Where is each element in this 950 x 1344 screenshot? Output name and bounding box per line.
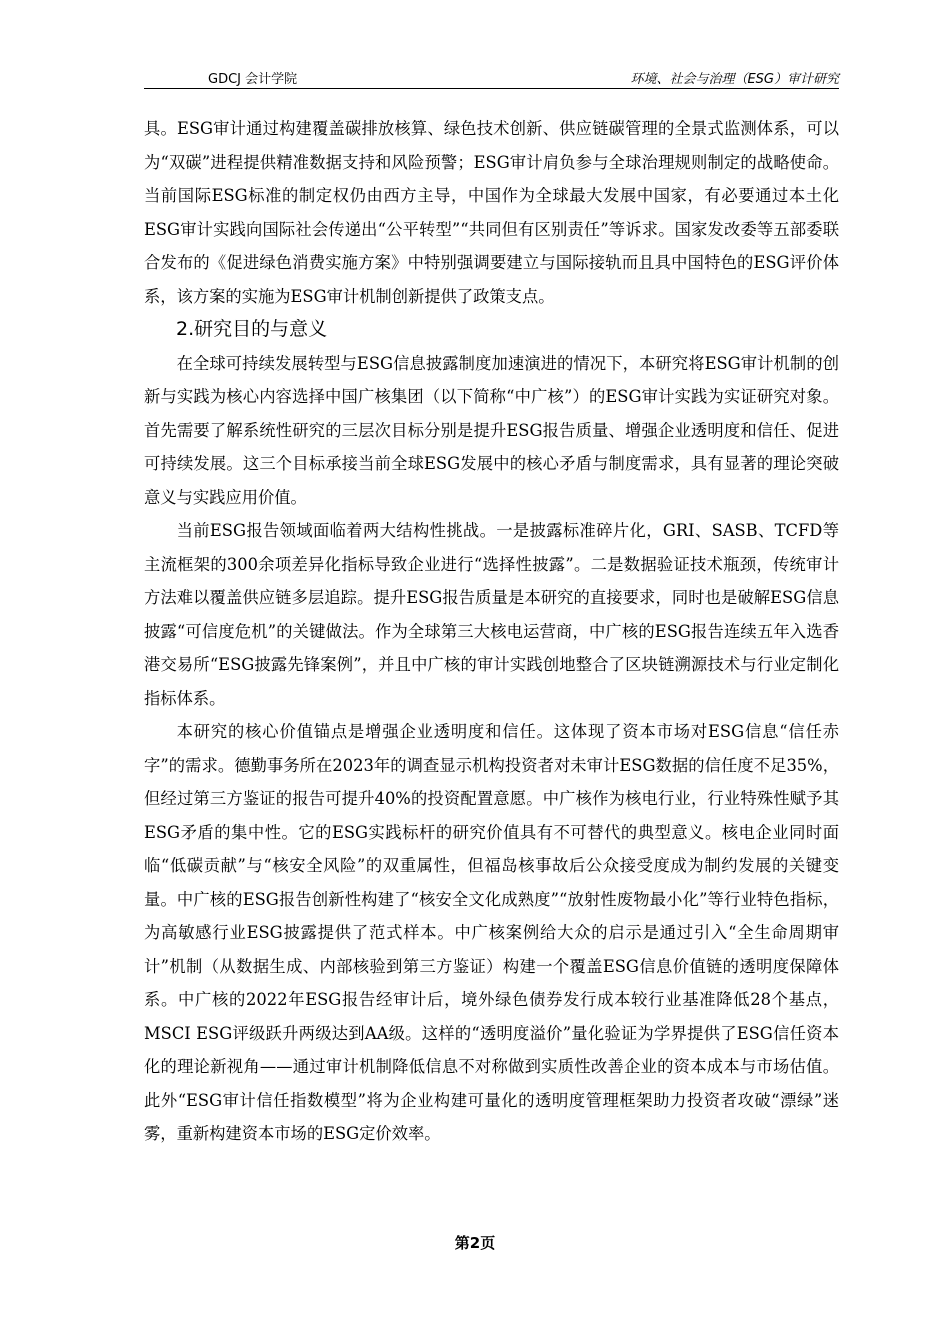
body-text [144,112,839,1151]
header-institution: GDCJ 会计学院 [208,72,298,87]
page-number: 第2页 [454,1234,496,1252]
paragraph-challenges: 当前ESG报告领域面临着两大结构性挑战。一是披露标准碎片化，GRI、SASB、TCFD等主流框架的300余项差异化指标导致企业进行“选择性披露”。二是数据验证技术瓶颈，传统审计方法难以覆盖供应链多层追踪。提升ESG报告质量是本研究的直接要求，同时也是破解ESG信息披露“可信度危机”的关键做法。作为全球第三大核电运营商，中广核的ESG报告连续五年入选香港交易所“ESG披露先锋案例”，并且中广核的审计实践创地整合了区块链溯源技术与行业定制化指标体系。 [144,521,839,708]
header-title: 环境、社会与治理（ESG）审计研究 [630,72,839,87]
paragraph-continued: 具。ESG审计通过构建覆盖碳排放核算、绿色技术创新、供应链碳管理的全景式监测体系，可以为“双碳”进程提供精准数据支持和风险预警；ESG审计肩负参与全球治理规则制定的战略使命。当前国际ESG标准的制定权仍由西方主导，中国作为全球最大发展中国家，有必要通过本土化ESG审计实践向国际社会传递出“公平转型”“共同但有区别责任”等诉求。国家发改委等五部委联合发布的《促进绿色消费实施方案》中特别强调要建立与国际接轨而且具中国特色的ESG评价体系，该方案的实施为ESG审计机制创新提供了政策支点。 [144,119,839,306]
paragraph-core-value: 本研究的核心价值锚点是增强企业透明度和信任。这体现了资本市场对ESG信息“信任赤字”的需求。德勤事务所在2023年的调查显示机构投资者对未审计ESG数据的信任度不足35%，但经过第三方鉴证的报告可提升40%的投资配置意愿。中广核作为核电行业，行业特殊性赋予其ESG矛盾的集中性。它的ESG实践标杆的研究价值具有不可替代的典型意义。核电企业同时面临“低碳贡献”与“核安全风险”的双重属性，但福岛核事故后公众接受度成为制约发展的关键变量。中广核的ESG报告创新性构建了“核安全文化成熟度”“放射性废物最小化”等行业特色指标，为高敏感行业ESG披露提供了范式样本。中广核案例给大众的启示是通过引入“全生命周期审计”机制（从数据生成、内部核验到第三方鉴证）构建一个覆盖ESG信息价值链的透明度保障体系。中广核的2022年ESG报告经审计后，境外绿色债券发行成本较行业基准降低28个基点，MSCI ESG评级跃升两级达到AA级。这样的“透明度溢价”量化验证为学界提供了ESG信任资本化的理论新视角——通过审计机制降低信息不对称做到实质性改善企业的资本成本与市场估值。此外“ESG审计信任指数模型”将为企业构建可量化的透明度管理框架助力投资者攻破“漂绿”迷雾，重新构建资本市场的ESG定价效率。 [144,722,839,1143]
running-header [144,64,839,89]
section-heading: 2.研究目的与意义 [176,318,328,340]
paragraph-research-purpose: 在全球可持续发展转型与ESG信息披露制度加速演进的情况下，本研究将ESG审计机制的创新与实践为核心内容选择中国广核集团（以下简称“中广核”）的ESG审计实践为实证研究对象。首先需要了解系统性研究的三层次目标分别是提升ESG报告质量、增强企业透明度和信任、促进可持续发展。这三个目标承接当前全球ESG发展中的核心矛盾与制度需求，具有显著的理论突破意义与实践应用价值。 [144,353,839,507]
